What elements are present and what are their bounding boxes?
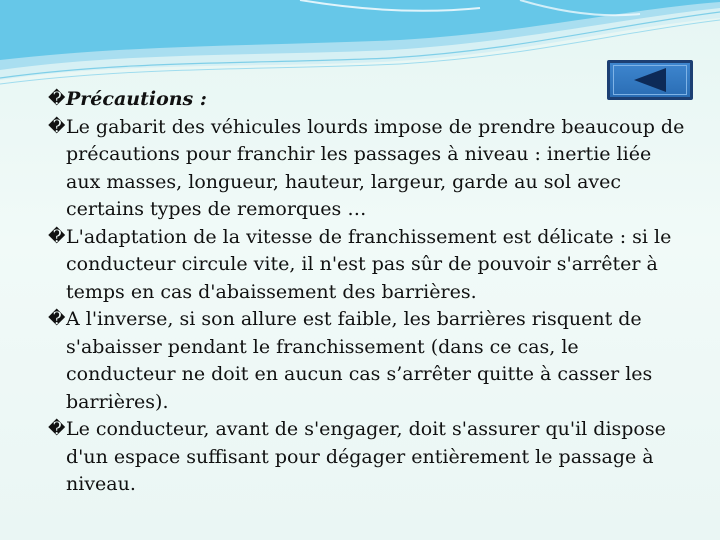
bullet-paragraph	[48, 306, 688, 416]
bullet-marker: �	[48, 89, 66, 109]
heading-line	[48, 86, 688, 114]
paragraph-text: Le gabarit des véhicules lourds impose de prendre beaucoup de précautions pour franchir les passages à niveau : inertie liée aux masses, longueur, hauteur, largeur, garde au sol avec certains types de remorques …	[66, 115, 685, 220]
bullet-paragraph	[48, 416, 688, 499]
slide-body	[48, 86, 688, 499]
slide-heading: Précautions :	[66, 88, 207, 110]
bullet-marker: �	[48, 116, 66, 137]
bullet-paragraph	[48, 224, 688, 307]
bullet-marker: �	[48, 226, 66, 247]
paragraph-text: L'adaptation de la vitesse de franchissement est délicate : si le conducteur circule vite, il n'est pas sûr de pouvoir s'arrêter à temps en cas d'abaissement des barrières.	[66, 225, 672, 303]
bullet-marker: �	[48, 419, 66, 439]
paragraph-text: Le conducteur, avant de s'engager, doit s'assurer qu'il dispose d'un espace suffisant pour dégager entièrement le passage à niveau.	[66, 418, 666, 495]
bullet-paragraph	[48, 114, 688, 224]
paragraph-text: A l'inverse, si son allure est faible, les barrières risquent de s'abaisser pendant le franchissement (dans ce cas, le conducteur ne doit en aucun cas s’arrêter quitte à casser les barrières).	[66, 308, 653, 413]
bullet-marker: �	[48, 309, 66, 329]
